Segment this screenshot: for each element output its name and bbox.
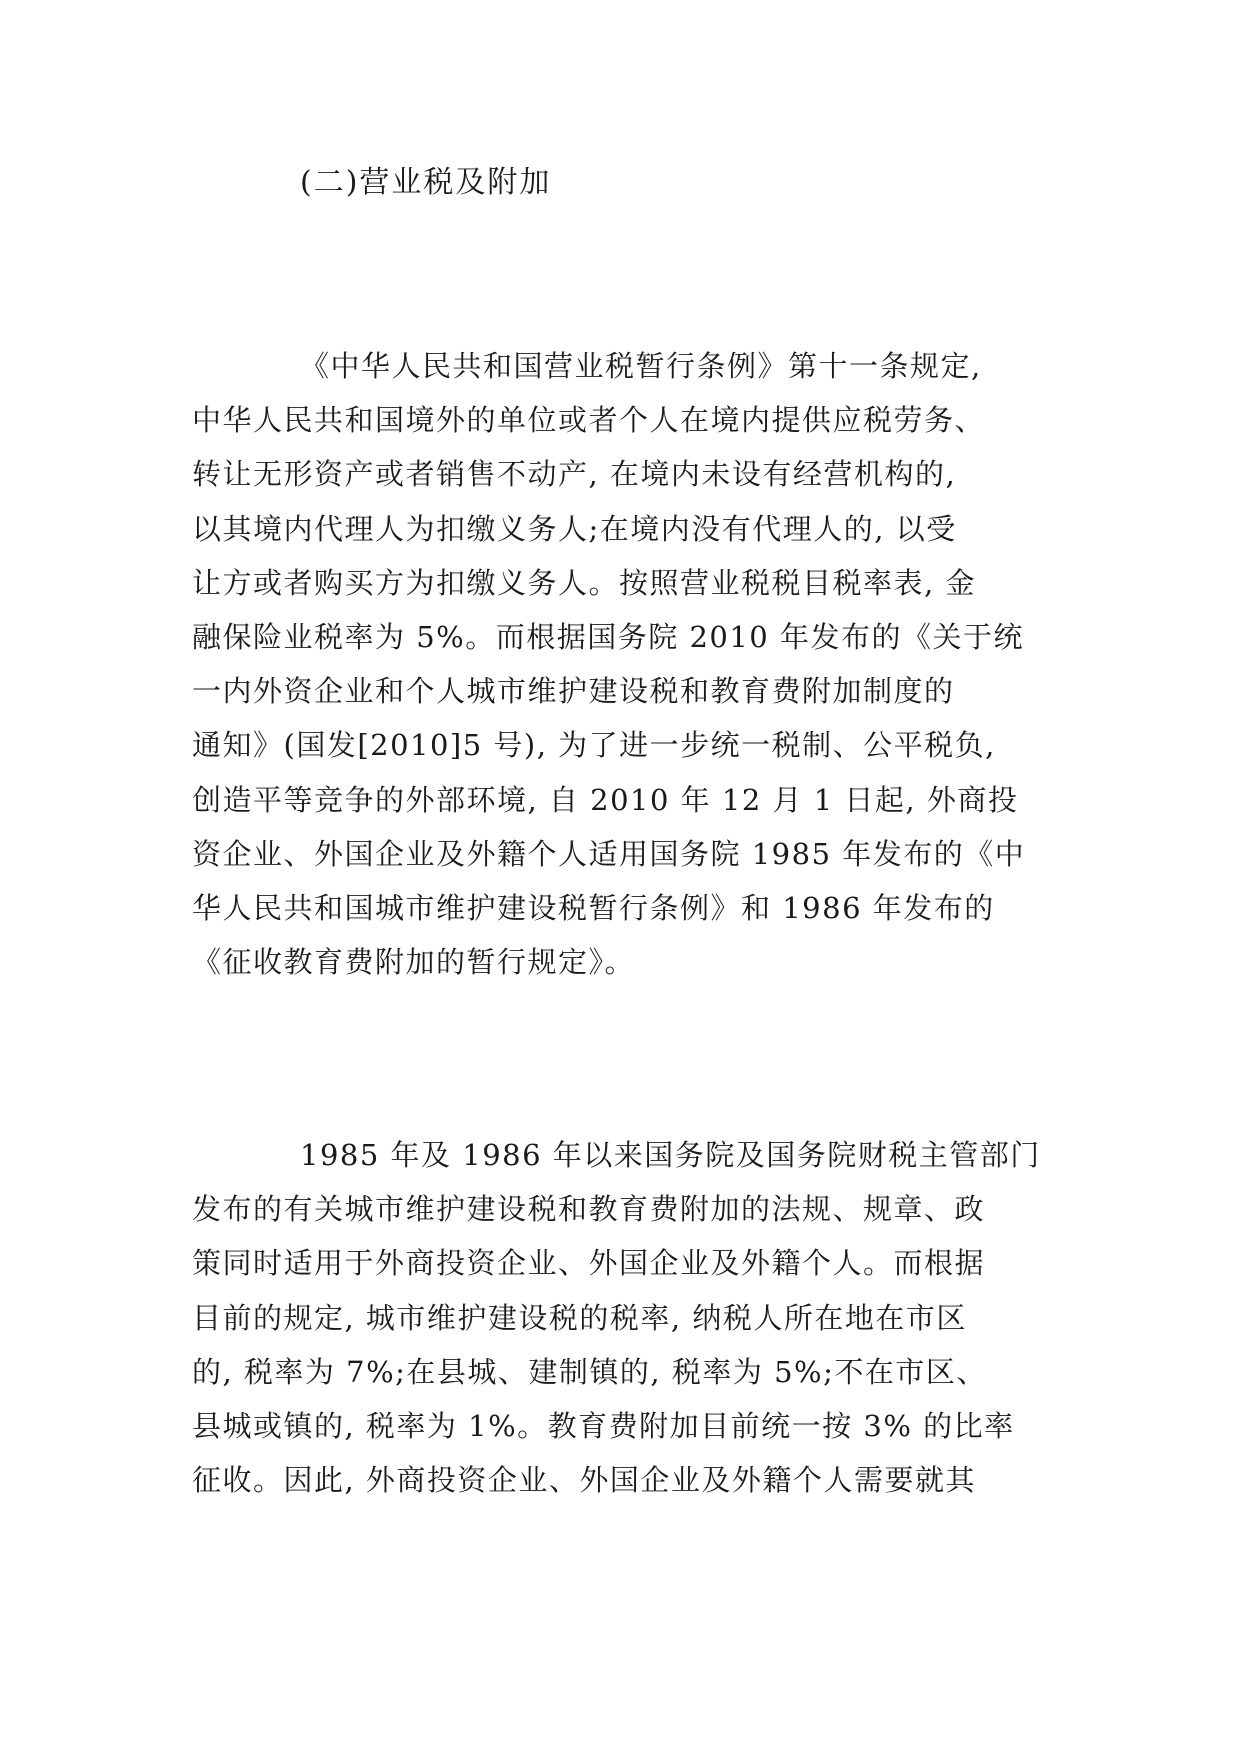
paragraph-line: 创造平等竞争的外部环境, 自 2010 年 12 月 1 日起, 外商投	[192, 782, 1019, 817]
paragraph-line: 中华人民共和国境外的单位或者个人在境内提供应税劳务、	[192, 403, 986, 438]
paragraph-line: 让方或者购买方为扣缴义务人。按照营业税税目税率表, 金	[192, 565, 976, 600]
paragraph-line: 征收。因此, 外商投资企业、外国企业及外籍个人需要就其	[192, 1463, 976, 1498]
paragraph-line: 的, 税率为 7%;在县城、建制镇的, 税率为 5%;不在市区、	[192, 1354, 987, 1389]
paragraph-line: 转让无形资产或者销售不动产, 在境内未设有经营机构的,	[192, 457, 957, 492]
paragraph-line: 一内外资企业和个人城市维护建设税和教育费附加制度的	[192, 674, 955, 709]
paragraph-business-tax-regulation	[192, 339, 1054, 989]
paragraph-line: 1985 年及 1986 年以来国务院及国务院财税主管部门	[300, 1138, 1041, 1172]
paragraph-line: 资企业、外国企业及外籍个人适用国务院 1985 年发布的《中	[192, 836, 1026, 871]
paragraph-line: 华人民共和国城市维护建设税暂行条例》和 1986 年发布的	[192, 890, 995, 925]
paragraph-line: 《征收教育费附加的暂行规定》。	[192, 945, 636, 980]
paragraph-line: 发布的有关城市维护建设税和教育费附加的法规、规章、政	[192, 1192, 986, 1227]
paragraph-line: 通知》(国发[2010]5 号), 为了进一步统一税制、公平税负,	[192, 728, 996, 763]
paragraph-line: 融保险业税率为 5%。而根据国务院 2010 年发布的《关于统	[192, 619, 1024, 654]
paragraph-line: 以其境内代理人为扣缴义务人;在境内没有代理人的, 以受	[192, 511, 957, 546]
paragraph-urban-construction-tax	[192, 1128, 1054, 1507]
paragraph-line: 目前的规定, 城市维护建设税的税率, 纳税人所在地在市区	[192, 1300, 967, 1335]
paragraph-line: 县城或镇的, 税率为 1%。教育费附加目前统一按 3% 的比率	[192, 1408, 1015, 1443]
paragraph-line: 《中华人民共和国营业税暂行条例》第十一条规定,	[300, 349, 982, 383]
paragraph-line: 策同时适用于外商投资企业、外国企业及外籍个人。而根据	[192, 1246, 986, 1281]
section-heading: (二)营业税及附加	[300, 165, 552, 200]
